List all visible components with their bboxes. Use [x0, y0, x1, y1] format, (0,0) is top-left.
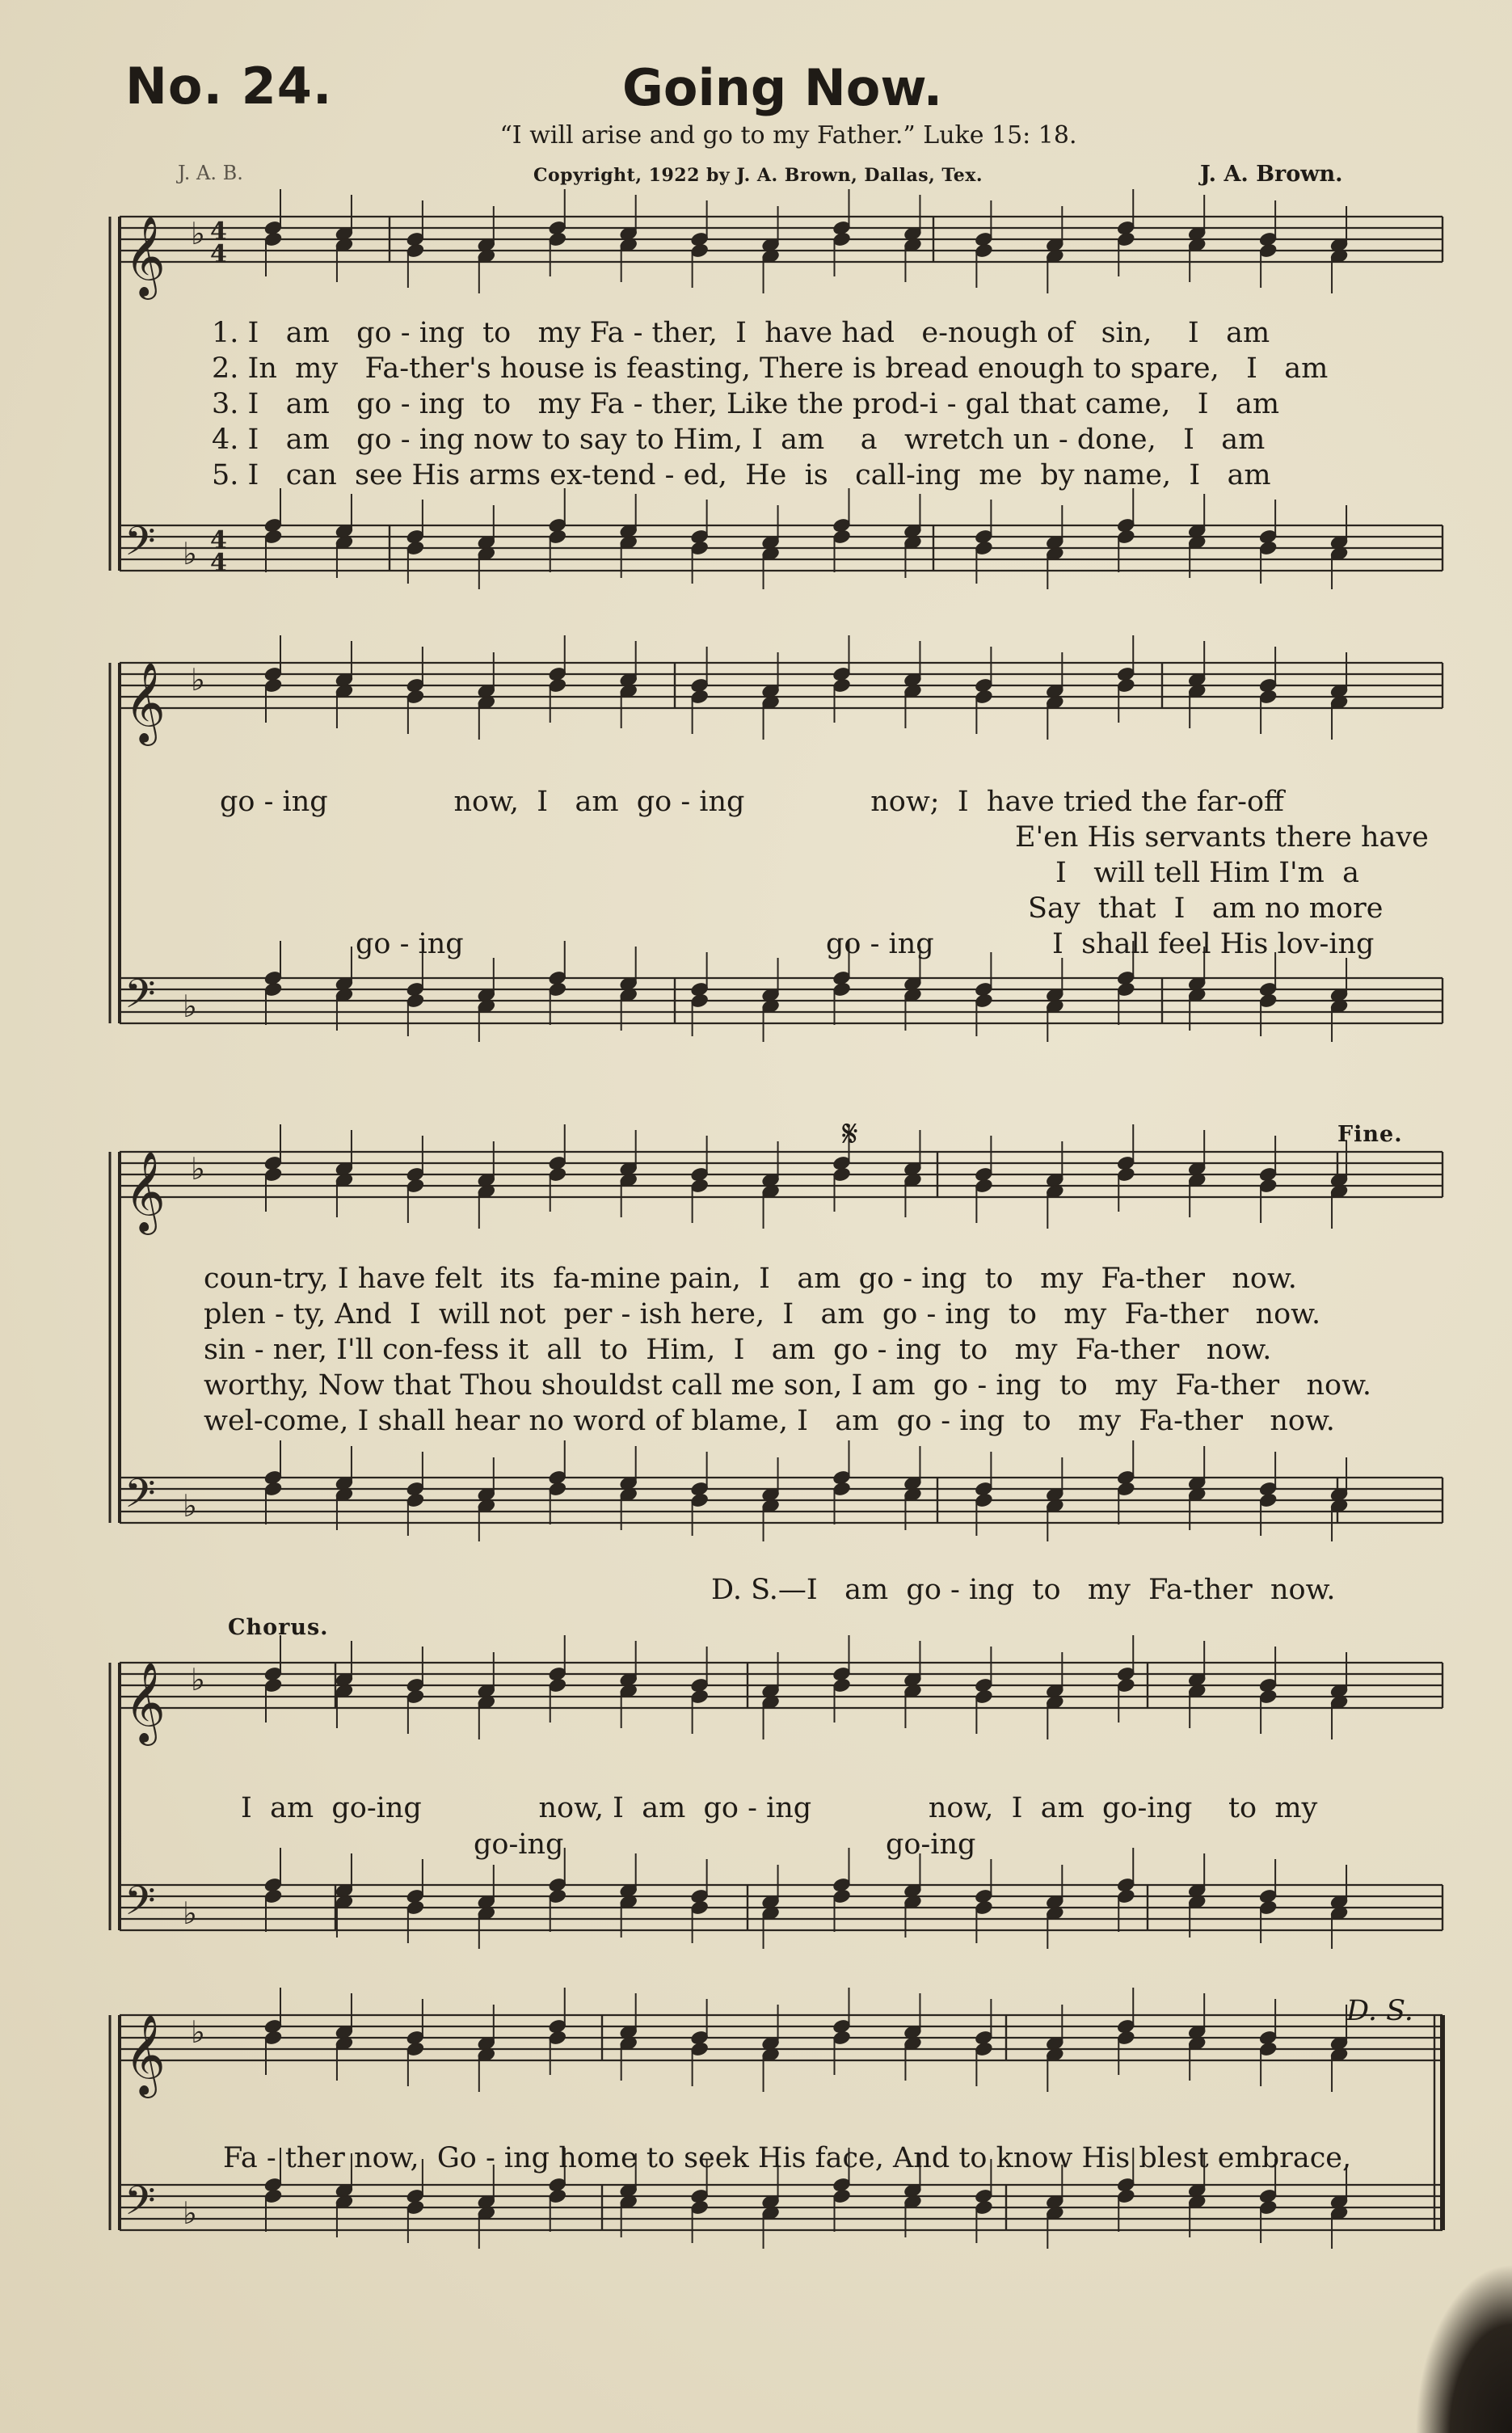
system3-verse-3: sin - ner, I'll con-fess it all to Him, I am go - ing to my Fa-ther now. [204, 1334, 1272, 1366]
system2-alt-1: E'en His servants there have [1015, 821, 1429, 854]
svg-text:♭: ♭ [191, 2014, 205, 2050]
segno-sign: 𝄋 [842, 1111, 858, 1155]
system2-alt-2: I will tell Him I'm a [1055, 857, 1359, 889]
chorus-echo-1: go-ing [474, 1828, 564, 1861]
system2-alt-4: I shall feel His lov-ing [1052, 928, 1375, 960]
svg-text:♭: ♭ [183, 989, 197, 1024]
svg-text:𝄢: 𝄢 [124, 1470, 156, 1527]
svg-text:♭: ♭ [183, 1895, 197, 1931]
page-corner-stain [1415, 2263, 1512, 2433]
bass-echo-1: go - ing [356, 928, 464, 960]
svg-text:𝄢: 𝄢 [124, 518, 156, 575]
composer-credit: J. A. Brown. [1200, 162, 1343, 187]
chorus-label: Chorus. [228, 1615, 329, 1640]
chorus-lyric: I am go-ing now, I am go - ing now, I am go-ing to my [241, 1792, 1318, 1824]
svg-text:♭: ♭ [191, 216, 205, 251]
svg-text:♭: ♭ [191, 662, 205, 698]
svg-text:𝄞: 𝄞 [124, 1151, 166, 1232]
svg-text:𝄢: 𝄢 [124, 971, 156, 1027]
system2-lyric: go - ing now, I am go - ing now; I have tried the far-off [220, 786, 1284, 818]
lyricist-initials: J. A. B. [178, 162, 243, 184]
system3-verse-1: coun-try, I have felt its fa-mine pain, I am go - ing to my Fa-ther now. [204, 1263, 1297, 1295]
svg-text:♭: ♭ [191, 1662, 205, 1697]
hymn-title: Going Now. [622, 58, 943, 117]
ds-return-line: D. S.—I am go - ing to my Fa-ther now. [711, 1574, 1336, 1606]
svg-text:𝄞: 𝄞 [124, 1662, 166, 1743]
verse-1-line: 1. I am go - ing to my Fa - ther, I have had e-nough of sin, I am [212, 317, 1270, 349]
verse-3-line: 3. I am go - ing to my Fa - ther, Like the prod-i - gal that came, I am [212, 388, 1280, 420]
svg-text:♭: ♭ [183, 1488, 197, 1524]
verse-5-line: 5. I can see His arms ex-tend - ed, He is call-ing me by name, I am [212, 459, 1271, 491]
bass-echo-2: go - ing [826, 928, 934, 960]
svg-text:4: 4 [210, 549, 227, 577]
svg-text:4: 4 [210, 217, 227, 246]
svg-text:♭: ♭ [183, 536, 197, 571]
svg-text:4: 4 [210, 240, 227, 268]
chorus-echo-2: go-ing [886, 1828, 976, 1861]
svg-text:𝄞: 𝄞 [124, 662, 166, 743]
hymn-number: No. 24. [125, 57, 333, 116]
svg-text:𝄞: 𝄞 [124, 216, 166, 297]
system5-lyric: Fa - ther now, Go - ing home to seek His face, And to know His blest embrace, [223, 2142, 1352, 2174]
svg-text:♭: ♭ [183, 2195, 197, 2231]
ds-marker: D. S. [1346, 1995, 1413, 2027]
system2-alt-3: Say that I am no more [1028, 892, 1384, 925]
verse-4-line: 4. I am go - ing now to say to Him, I am a wretch un - done, I am [212, 424, 1266, 456]
system3-verse-5: wel-come, I shall hear no word of blame, I am go - ing to my Fa-ther now. [204, 1405, 1335, 1437]
svg-text:𝄢: 𝄢 [124, 2178, 156, 2234]
copyright-notice: Copyright, 1922 by J. A. Brown, Dallas, Tex. [533, 165, 983, 186]
system3-verse-2: plen - ty, And I will not per - ish here, I am go - ing to my Fa-ther now. [204, 1298, 1321, 1330]
svg-text:𝄞: 𝄞 [124, 2014, 166, 2095]
scripture-subtitle: “I will arise and go to my Father.” Luke 15: 18. [499, 121, 1077, 150]
svg-text:𝄢: 𝄢 [124, 1878, 156, 1934]
svg-text:4: 4 [210, 526, 227, 554]
svg-text:♭: ♭ [191, 1151, 205, 1187]
fine-marker: Fine. [1337, 1122, 1403, 1147]
system3-verse-4: worthy, Now that Thou shouldst call me son, I am go - ing to my Fa-ther now. [204, 1369, 1372, 1402]
verse-2-line: 2. In my Fa-ther's house is feasting, There is bread enough to spare, I am [212, 352, 1329, 385]
